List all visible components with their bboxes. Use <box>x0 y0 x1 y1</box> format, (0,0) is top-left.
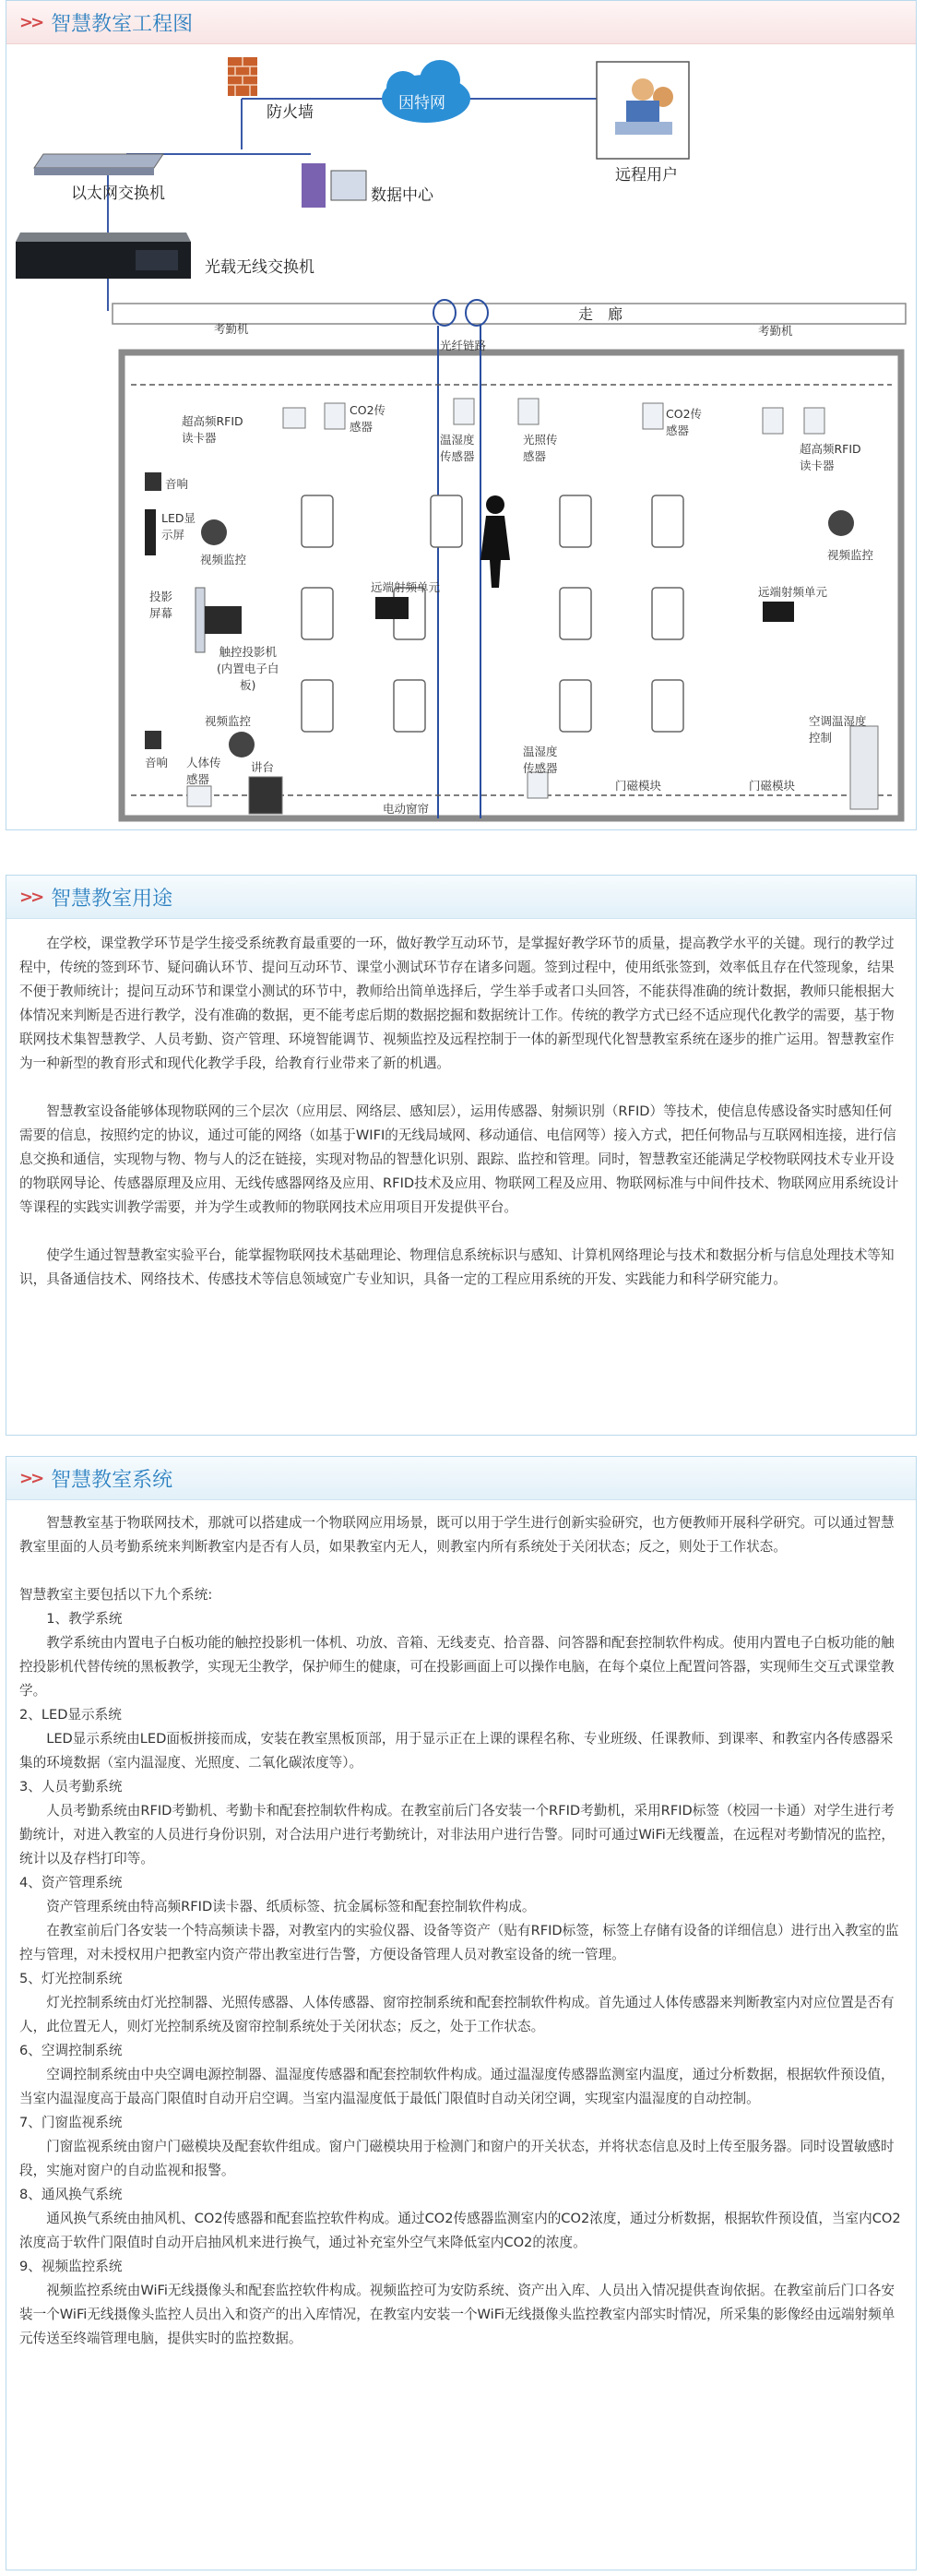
system-panel <box>6 1456 917 2570</box>
system-body: 人员考勤系统由RFID考勤机、考勤卡和配套控制软件构成。在教室前后门各安装一个RFID考勤机，采用RFID标签（校园一卡通）对学生进行考勤统计，对进入教室的人员进行身份识别，对合法用户进行考勤统计，对非法用户进行告警。同时可通过WiFi无线覆盖，在远程对考勤情况的监控，统计以及存档打印等。 <box>19 1803 895 1866</box>
classroom-diagram <box>6 43 916 829</box>
fiber-link-icon <box>433 300 488 818</box>
label-ethernet-switch: 以太网交换机 <box>71 185 165 203</box>
speaker-icon <box>145 472 161 491</box>
label-touch-projector: 触控投影机 (内置电子白 板) <box>217 645 279 692</box>
system-heading: 5、灯光控制系统 <box>19 1971 123 1986</box>
projector-screen <box>196 588 205 652</box>
remote-user-icon <box>597 62 689 159</box>
camera-left2-icon <box>229 732 255 757</box>
label-rfid-right: 超高频RFID 读卡器 <box>800 442 861 472</box>
speaker-bottom-icon <box>145 731 161 749</box>
label-attendance-left: 考勤机 <box>214 322 249 336</box>
label-door-module1: 门磁模块 <box>615 779 662 793</box>
system-body: 门窗监视系统由窗户门磁模块及配套软件组成。窗户门磁模块用于检测门和窗户的开关状态，并将状态信息及时上传至服务器。同时设置敏感时段，实施对窗户的自动监视和报警。 <box>19 2139 895 2178</box>
label-internet: 因特网 <box>398 94 445 113</box>
system-heading: 3、人员考勤系统 <box>19 1779 123 1795</box>
system-text <box>6 1500 916 2360</box>
system-body: 资产管理系统由特高频RFID读卡器、纸质标签、抗金属标签和配套控制软件构成。 <box>46 1899 536 1914</box>
person-icon <box>480 495 510 588</box>
paragraph: 智慧教室设备能够体现物联网的三个层次（应用层、网络层、感知层），运用传感器、射频识别（RFID）等技术，使信息传感设备实时感知任何需要的信息，按照约定的协议，通过可能的网络（如基于WIFI的无线局域网、移动通信、电信网等）接入方式，把任何物品与互联网相连接，进行信息交换和通信，实现物与物、物与人的泛在链接，实现对物品的智慧化识别、跟踪、监控和管理。同时，智慧教室还能满足学校物联网技术专业开设的物联网导论、传感器原理及应用、无线传感器网络及应用、RFID技术及应用、物联网工程及应用、物联网标准与中间件技术、物联网应用系统设计等课程的实践实训教学需要，并为学生或教师的物联网技术应用项目开发提供平台。 <box>19 1103 899 1215</box>
system-body: 灯光控制系统由灯光控制器、光照传感器、人体传感器、窗帘控制系统和配套控制软件构成。首先通过人体传感器来判断教室内对应位置是否有人，此位置无人，则灯光控制系统及窗帘控制系统处于关闭状态；反之，处于工作状态。 <box>19 1995 895 2034</box>
network-lines <box>108 99 597 311</box>
chevron-right-icon: >> <box>19 887 42 907</box>
label-remote-user: 远程用户 <box>615 166 678 185</box>
section-title: 智慧教室工程图 <box>51 12 194 36</box>
label-body-sensor: 人体传 感器 <box>186 756 221 786</box>
label-attendance-right: 考勤机 <box>758 324 793 338</box>
panel-header <box>6 876 916 919</box>
section-title: 智慧教室系统 <box>51 1468 173 1492</box>
system-heading: 6、空调控制系统 <box>19 2043 123 2058</box>
engineering-diagram-panel <box>6 0 917 830</box>
label-curtain: 电动窗帘 <box>383 802 430 816</box>
section-title: 智慧教室用途 <box>51 887 173 911</box>
paragraph: 使学生通过智慧教室实验平台，能掌握物联网技术基础理论、物理信息系统标识与感知、计算机网络理论与技术和数据分析与信息处理技术等知识，具备通信技术、网络技术、传感技术等信息领域宽广专业知识，具备一定的工程应用系统的开发、实践能力和科学研究能力。 <box>19 1247 895 1287</box>
chevron-right-icon: >> <box>19 12 42 32</box>
label-camera-left1: 视频监控 <box>200 553 247 566</box>
label-remote-unit-right: 远端射频单元 <box>758 585 828 599</box>
label-fiber-link: 光纤链路 <box>440 339 487 352</box>
label-ac-controller: 空调温湿度 控制 <box>809 714 867 745</box>
ethernet-switch-icon <box>34 154 163 175</box>
label-light-sensor: 光照传 感器 <box>523 433 558 463</box>
paragraph: 在学校，课堂教学环节是学生接受系统教育最重要的一环，做好教学互动环节，是掌握好教学环节的质量，提高教学水平的关键。现行的教学过程中，传统的签到环节、疑问确认环节、提问互动环节、课堂小测试环节存在诸多问题。签到过程中，使用纸张签到，效率低且存在代签现象，结果不便于教师统计；提问互动环节和课堂小测试的环节中，教师给出简单选择后，学生举手或者口头回答，不能获得准确的统计数据，教师只能根据大体情况来判断是否进行教学，没有准确的数据，更不能考虑后期的数据挖掘和数据统计工作。传统的教学方式已经不适应现代化教学的需要，基于物联网技术集智慧教学、人员考勤、资产管理、环境智能调节、视频监控及远程控制于一体的新型现代化智慧教室系统在逐步的推广运用。智慧教室作为一种新型的教育形式和现代化教学手段，给教育行业带来了新的机遇。 <box>19 936 895 1071</box>
panel-header <box>6 1457 916 1500</box>
label-fiber-switch: 光载无线交换机 <box>205 258 314 277</box>
label-speaker-bottom: 音响 <box>145 756 169 769</box>
system-body: 视频监控系统由WiFi无线摄像头和配套监控软件构成。视频监控可为安防系统、资产出入库、人员出入情况提供查询依据。在教室前后门口各安装一个WiFi无线摄像头监控人员出入和资产的出入库情况，在教室内安装一个WiFi无线摄像头监控教室内部实时情况，所采集的影像经由远端射频单元传送至终端管理电脑，提供实时的监控数据。 <box>19 2283 895 2346</box>
remote-unit-left-icon <box>375 597 409 619</box>
label-co2-right: CO2传 感器 <box>666 407 703 437</box>
label-door-module2: 门磁模块 <box>749 779 796 793</box>
sensor-boxes <box>187 399 824 814</box>
remote-unit-right-icon <box>763 602 794 622</box>
label-camera-left2: 视频监控 <box>205 714 252 728</box>
label-projector: 投影 屏幕 <box>149 590 173 620</box>
label-remote-unit-left: 远端射频单元 <box>371 580 441 594</box>
chevron-right-icon: >> <box>19 1468 42 1488</box>
system-body: 教学系统由内置电子白板功能的触控投影机一体机、功放、音箱、无线麦克、拾音器、问答器和配套控制软件构成。使用内置电子白板功能的触控投影机代替传统的黑板教学，实现无尘教学，保护师生的健康，可在投影画面上可以操作电脑，在每个桌位上配置问答器，实现师生交互式课堂教学。 <box>19 1635 895 1699</box>
system-heading: 1、教学系统 <box>46 1611 123 1627</box>
system-body: 通风换气系统由抽风机、CO2传感器和配套监控软件构成。通过CO2传感器监测室内的CO2浓度，通过分析数据，根据软件预设值，当室内CO2浓度高于软件门限值时自动开启抽风机来进行换气，通过补充室外空气来降低室内CO2的浓度。 <box>19 2211 901 2250</box>
label-corridor: 走 廊 <box>578 305 623 323</box>
system-heading: 4、资产管理系统 <box>19 1875 123 1890</box>
system-heading: 2、LED显示系统 <box>19 1707 122 1723</box>
camera-left-icon <box>201 519 227 545</box>
camera-right-icon <box>828 510 854 536</box>
system-body: 空调控制系统由中央空调电源控制器、温湿度传感器和配套控制软件构成。通过温湿度传感器监测室内温度，通过分析数据，根据软件预设值，当室内温湿度高于最高门限值时自动开启空调。当室内温湿度低于最低门限值时自动关闭空调，实现室内温湿度的自动控制。 <box>19 2067 895 2106</box>
system-body: LED显示系统由LED面板拼接而成，安装在教室黑板顶部，用于显示正在上课的课程名称、专业班级、任课教师、到课率、和教室内各传感器采集的环境数据（室内温湿度、光照度、二氧化碳浓度等）。 <box>19 1731 894 1771</box>
label-co2-left: CO2传 感器 <box>350 403 386 434</box>
label-temp-humidity: 温湿度 传感器 <box>440 433 475 463</box>
usage-text <box>6 919 916 1301</box>
label-firewall: 防火墙 <box>267 103 314 122</box>
system-heading: 7、门窗监视系统 <box>19 2115 123 2130</box>
label-rfid-left: 超高频RFID 读卡器 <box>182 414 243 445</box>
firewall-icon <box>228 57 257 96</box>
data-center-icon <box>302 163 366 208</box>
label-camera-right: 视频监控 <box>827 548 874 562</box>
panel-header <box>6 1 916 44</box>
label-temp-humidity-bottom: 温湿度 传感器 <box>523 745 558 775</box>
system-heading: 9、视频监控系统 <box>19 2259 123 2274</box>
touch-projector-icon <box>205 606 242 634</box>
intro-paragraph: 智慧教室基于物联网技术，那就可以搭建成一个物联网应用场景，既可以用于学生进行创新实验研究，也方便教师开展科学研究。可以通过智慧教室里面的人员考勤系统来判断教室内是否有人员，如果教室内无人，则教室内所有系统处于关闭状态；反之，则处于工作状态。 <box>19 1515 895 1555</box>
label-data-center: 数据中心 <box>371 186 433 205</box>
label-led-screen: LED显 示屏 <box>161 511 196 542</box>
led-screen-icon <box>145 509 156 555</box>
system-heading: 8、通风换气系统 <box>19 2187 123 2202</box>
fiber-switch-icon <box>16 233 191 279</box>
lead-text: 智慧教室主要包括以下九个系统: <box>19 1587 213 1603</box>
usage-panel <box>6 875 917 1436</box>
system-body: 在教室前后门各安装一个特高频读卡器，对教室内的实验仪器、设备等资产（贴有RFID标签，标签上存储有设备的详细信息）进行出入教室的监控与管理，对未授权用户把教室内资产带出教室进行告警，方便设备管理人员对教室设备的统一管理。 <box>19 1923 899 1962</box>
label-speaker-left: 音响 <box>165 477 189 491</box>
label-podium: 讲台 <box>251 760 275 774</box>
